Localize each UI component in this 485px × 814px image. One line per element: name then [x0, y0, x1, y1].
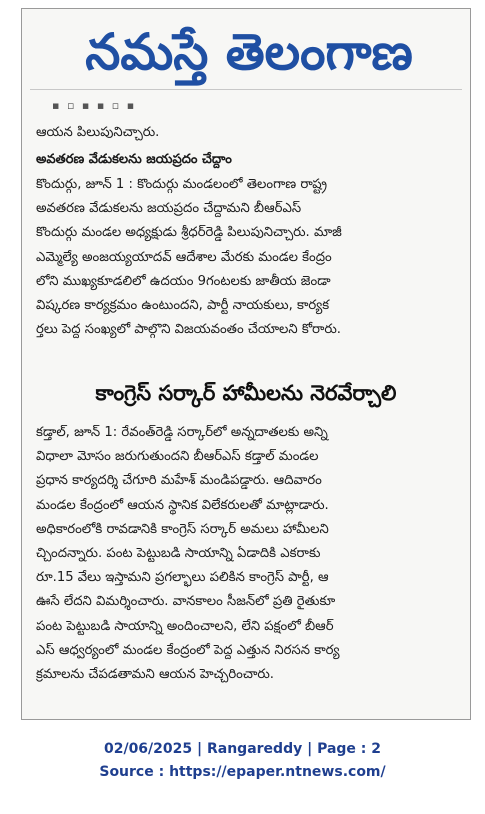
article1-line: అవతరణ వేడుకలను జయప్రదం చేద్దామని బీఆర్ఎస్ [36, 201, 302, 217]
article1-line: లోని ముఖ్యకూడలిలో ఉదయం 9గంటలకు జాతీయ జెండా [36, 273, 331, 289]
article2-line: కడ్తాల్, జూన్ 1: రేవంత్‌రెడ్డి సర్కార్‌లో అన్నదాతలకు అన్ని [36, 425, 328, 440]
article2-headline: కాంగ్రెస్ సర్కార్ హామీలను నెరవేర్చాలి [95, 381, 397, 405]
article1-line: విష్కరణ కార్యక్రమం ఉంటుందని, పార్టీ నాయకులు, కార్యక [36, 298, 330, 314]
article1-intro-line: ఆయన పిలుపునిచ్చారు. [36, 125, 160, 140]
article2-line: చ్చిందన్నారు. పంట పెట్టుబడి సాయాన్ని ఏడాదికి ఎకరాకు [36, 546, 321, 562]
masthead-divider [30, 89, 462, 90]
article2-line: విధాలా మోసం జరుగుతుందని బీఆర్ఎస్ కడ్తాల్ మండల [36, 449, 319, 465]
article2-line: క్రమాలను చేపడతామని ఆయన హెచ్చరించారు. [36, 667, 274, 683]
article2-line: మండల కేంద్రంలో ఆయన స్థానిక విలేకరులతో మాట్లాడారు. [36, 497, 329, 513]
article2-line: పంట పెట్టుబడి సాయాన్ని అందించాలని, లేని పక్షంలో బీఆర్ [36, 618, 334, 634]
article2-line: ఎస్ ఆధ్వర్యంలో మండల కేంద్రంలో పెద్ద ఎత్తున నిరసన కార్య [36, 642, 340, 658]
article2-line: ప్రధాన కార్యదర్శి చేగూరి మహేశ్ మండిపడ్డారు. ఆదివారం [36, 473, 322, 489]
footer-dateline: 02/06/2025 | Rangareddy | Page : 2 [103, 741, 382, 757]
cropped-text-fragment: ▪ ▫ ▪ ▪ ▫ ▪ [52, 101, 137, 111]
article1-line: ఎమ్మెల్యే అంజయ్యయాదవ్ ఆదేశాల మేరకు మండల కేంద్రం [36, 249, 332, 265]
article2-line: ఊసే లేదని విమర్శించారు. వానకాలం సీజన్‌లో ప్రతి రైతుకూ [36, 594, 336, 610]
footer-source: Source : https://epaper.ntnews.com/ [99, 764, 386, 780]
article1-body [36, 173, 460, 342]
newspaper-clipping [21, 8, 471, 720]
article1-subheading: అవతరణ వేడుకలను జయప్రదం చేద్దాం [36, 152, 232, 167]
article1-line: ర్తలు పెద్ద సంఖ్యలో పాల్గొని విజయవంతం చేయాలని కోరారు. [36, 322, 341, 338]
article2-body [36, 421, 460, 687]
article1-line: కొందుర్గు, జూన్ 1 : కొందుర్గు మండలంలో తెలంగాణ రాష్ట్ర [36, 177, 328, 192]
article1-line: కొందుర్గు మండల అధ్యక్షుడు శ్రీధర్‌రెడ్డి పిలుపునిచ్చారు. మాజీ [36, 225, 342, 241]
article2-line: అధికారంలోకి రావడానికి కాంగ్రెస్ సర్కార్ అమలు హామీలని [36, 521, 329, 537]
article2-line: రూ.15 వేలు ఇస్తామని ప్రగల్భాలు పలికిన కాంగ్రెస్ పార్టీ, ఆ [36, 570, 329, 586]
masthead-title: నమస్తే తెలంగాణ [85, 23, 413, 81]
